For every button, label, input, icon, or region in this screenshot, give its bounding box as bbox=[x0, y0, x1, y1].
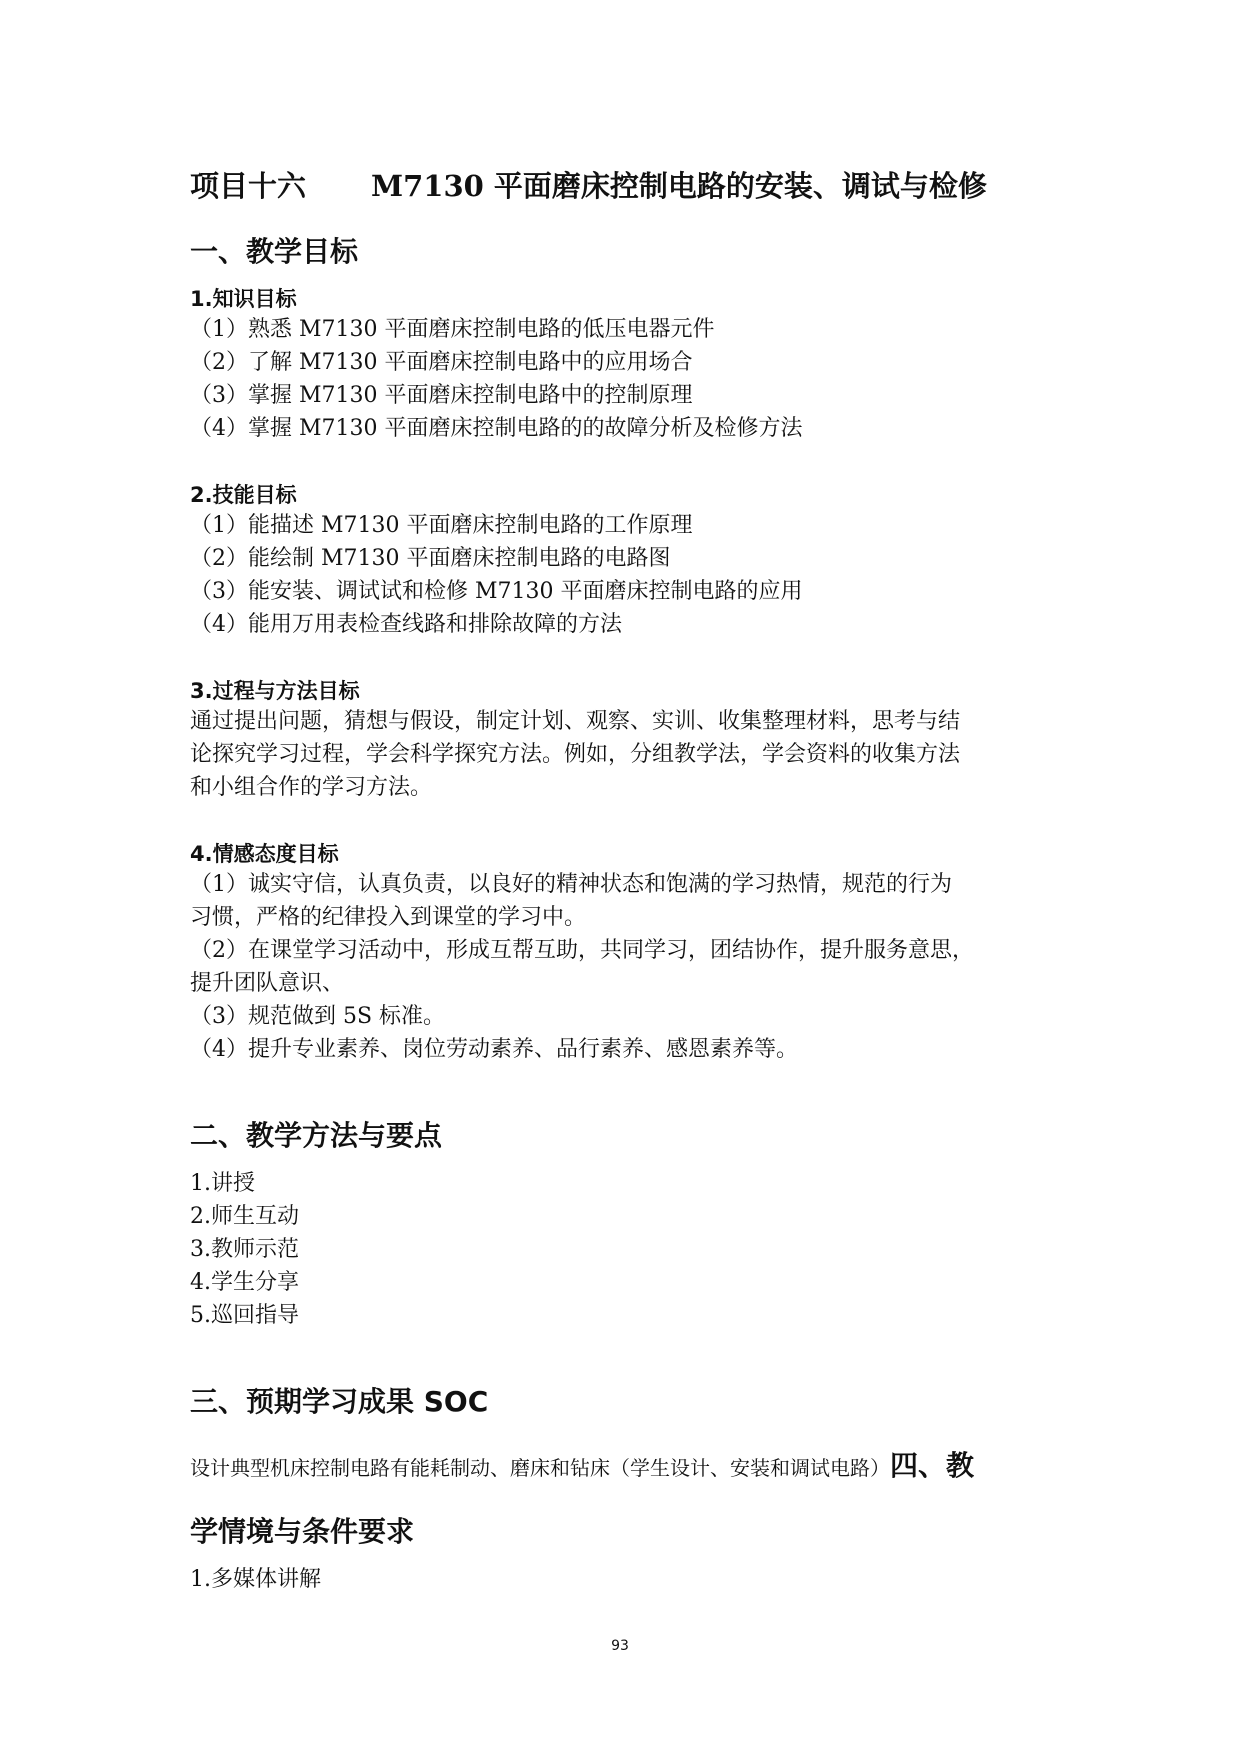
list-item: （2）能绘制 M7130 平面磨床控制电路的电路图 bbox=[190, 546, 671, 571]
paragraph-line: （4）提升专业素养、岗位劳动素养、品行素养、感恩素养等。 bbox=[190, 1037, 798, 1062]
knowledge-heading: 1.知识目标 bbox=[190, 287, 297, 311]
list-item: （2）了解 M7130 平面磨床控制电路中的应用场合 bbox=[190, 350, 693, 375]
list-item: （1）能描述 M7130 平面磨床控制电路的工作原理 bbox=[190, 513, 693, 538]
emotion-heading: 4.情感态度目标 bbox=[190, 842, 339, 866]
project-title: M7130 平面磨床控制电路的安装、调试与检修 bbox=[371, 169, 987, 203]
process-heading: 3.过程与方法目标 bbox=[190, 679, 360, 703]
paragraph-line: （3）规范做到 5S 标准。 bbox=[190, 1004, 446, 1029]
skill-heading: 2.技能目标 bbox=[190, 483, 297, 507]
list-item: （1）熟悉 M7130 平面磨床控制电路的低压电器元件 bbox=[190, 317, 715, 342]
paragraph-line: 和小组合作的学习方法。 bbox=[190, 775, 433, 800]
list-item: 2.师生互动 bbox=[190, 1204, 299, 1229]
section-heading-methods: 二、教学方法与要点 bbox=[190, 1119, 443, 1152]
list-item: （3）能安装、调试试和检修 M7130 平面磨床控制电路的应用 bbox=[190, 579, 803, 604]
list-item: （4）能用万用表检查线路和排除故障的方法 bbox=[190, 612, 622, 637]
list-item: 4.学生分享 bbox=[190, 1270, 299, 1295]
list-item: （4）掌握 M7130 平面磨床控制电路的的故障分析及检修方法 bbox=[190, 416, 803, 441]
paragraph-line: 习惯，严格的纪律投入到课堂的学习中。 bbox=[190, 905, 587, 930]
document-title bbox=[190, 164, 987, 205]
paragraph-line: 通过提出问题，猜想与假设，制定计划、观察、实训、收集整理材料，思考与结 bbox=[190, 709, 961, 734]
section-heading-soc: 三、预期学习成果 SOC bbox=[190, 1385, 489, 1418]
page-number: 93 bbox=[611, 1638, 629, 1654]
paragraph-line: （1）诚实守信，认真负责，以良好的精神状态和饱满的学习热情，规范的行为 bbox=[190, 872, 952, 897]
soc-text: 设计典型机床控制电路有能耗制动、磨床和钻床（学生设计、安装和调试电路） bbox=[190, 1456, 890, 1480]
paragraph-line: 提升团队意识、 bbox=[190, 971, 345, 996]
paragraph-line: 论探究学习过程，学会科学探究方法。例如，分组教学法，学会资料的收集方法 bbox=[190, 742, 961, 767]
list-item: 3.教师示范 bbox=[190, 1237, 299, 1262]
list-item: （3）掌握 M7130 平面磨床控制电路中的控制原理 bbox=[190, 383, 693, 408]
section-heading-conditions-start: 四、教 bbox=[890, 1449, 975, 1482]
paragraph-line: （2）在课堂学习活动中，形成互帮互助，共同学习，团结协作，提升服务意思， bbox=[190, 938, 974, 963]
project-number: 项目十六 bbox=[190, 169, 307, 203]
list-item: 5.巡回指导 bbox=[190, 1303, 299, 1328]
list-item: 1.讲授 bbox=[190, 1171, 255, 1196]
section-heading-objectives: 一、教学目标 bbox=[190, 235, 359, 268]
soc-paragraph bbox=[190, 1444, 974, 1484]
list-item: 1.多媒体讲解 bbox=[190, 1567, 321, 1592]
section-heading-conditions-end: 学情境与条件要求 bbox=[190, 1515, 415, 1548]
